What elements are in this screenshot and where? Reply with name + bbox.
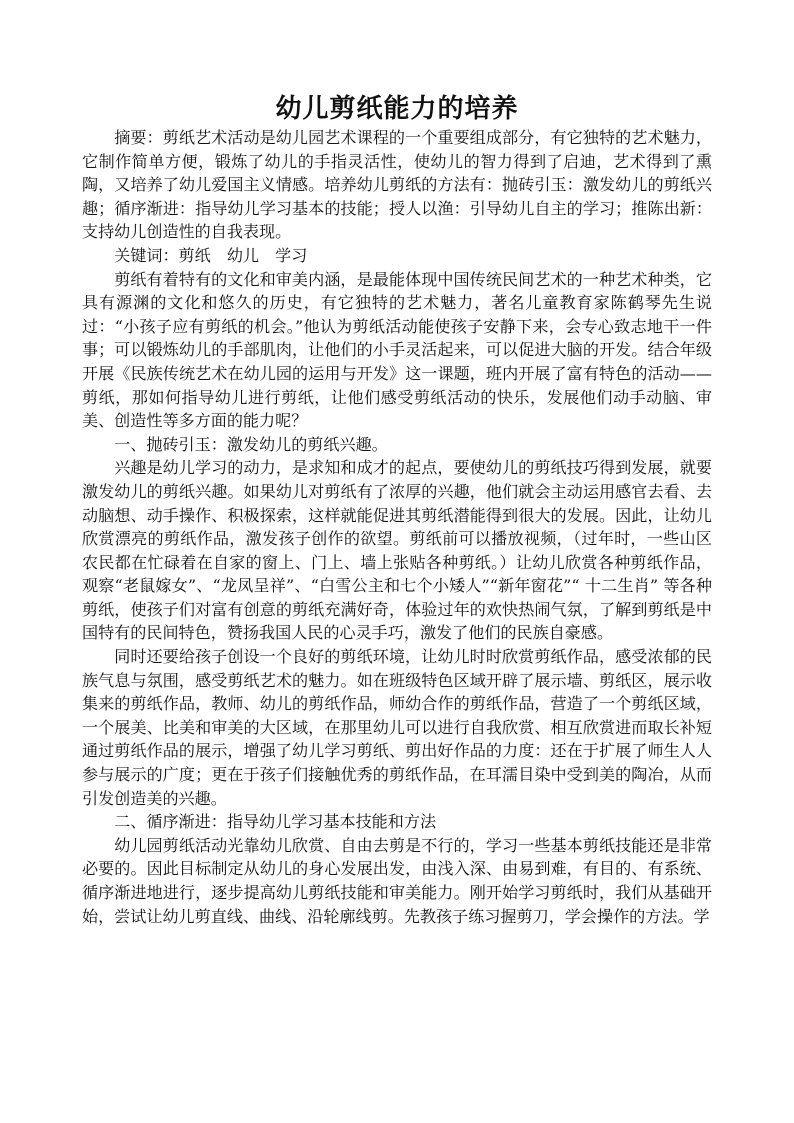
section-1-paragraph-2: 同时还要给孩子创设一个良好的剪纸环境，让幼儿时时欣赏剪纸作品，感受浓郁的民族气息与氛围，感受剪纸艺术的魅力。如在班级特色区域开辟了展示墙、剪纸区，展示收集来的剪纸作品，教师、幼儿的剪纸作品，师幼合作的剪纸作品，营造了一个剪纸区域，一个展美、比美和审美的大区域，在那里幼儿可以进行自我欣赏、相互欣赏进而取长补短通过剪纸作品的展示，增强了幼儿学习剪纸、剪出好作品的力度：还在于扩展了师生人人参与展示的广度；更在于孩子们接触优秀的剪纸作品，在耳濡目染中受到美的陶冶，从而引发创造美的兴趣。 — [82, 647, 712, 808]
section-1-paragraph-1: 兴趣是幼儿学习的动力，是求知和成才的起点，要使幼儿的剪纸技巧得到发展，就要激发幼儿的剪纸兴趣。如果幼儿对剪纸有了浓厚的兴趣，他们就会主动运用感官去看、去动脑想、动手操作、积极探索，这样就能促进其剪纸潜能得到很大的发展。因此，让幼儿欣赏漂亮的剪纸作品，激发孩子创作的欲望。剪纸前可以播放视频，（过年时，一些山区农民都在忙碌着在自家的窗上、门上、墙上张贴各种剪纸。）让幼儿欣赏各种剪纸作品，观察“老鼠嫁女”、“龙凤呈祥”、“白雪公主和七个小矮人”“新年窗花”“ 十二生肖” 等各种剪纸，使孩子们对富有创意的剪纸充满好奇，体验过年的欢快热闹气氛，了解到剪纸是中国特有的民间特色，赞扬我国人民的心灵手巧，激发了他们的民族自豪感。 — [82, 458, 712, 643]
keywords-line: 关键词：剪纸 幼儿 学习 — [114, 245, 308, 265]
document-page — [82, 94, 712, 928]
document-title: 幼儿剪纸能力的培养 — [275, 94, 519, 124]
section-heading-2: 二、循序渐进：指导幼儿学习基本技能和方法 — [114, 812, 437, 832]
section-2-paragraph-1: 幼儿园剪纸活动光靠幼儿欣赏、自由去剪是不行的，学习一些基本剪纸技能还是非常必要的。因此目标制定从幼儿的身心发展出发，由浅入深、由易到难，有目的、有系统、循序渐进地进行，逐步提高幼儿剪纸技能和审美能力。刚开始学习剪纸时，我们从基础开始，尝试让幼儿剪直线、曲线、沿轮廓线剪。先教孩子练习握剪刀，学会操作的方法。学 — [82, 835, 712, 926]
intro-paragraph: 剪纸有着特有的文化和审美内涵，是最能体现中国传统民间艺术的一种艺术种类，它具有源渊的文化和悠久的历史，有它独特的艺术魅力，著名儿童教育家陈鹤琴先生说过：“小孩子应有剪纸的机会。”他认为剪纸活动能使孩子安静下来，会专心致志地干一件事；可以锻炼幼儿的手部肌肉，让他们的小手灵活起来，可以促进大脑的开发。结合年级开展《民族传统艺术在幼儿园的运用与开发》这一课题，班内开展了富有特色的活动——剪纸，那如何指导幼儿进行剪纸，让他们感受剪纸活动的快乐，发展他们动手动脑、审美、创造性等多方面的能力呢？ — [82, 269, 712, 431]
section-heading-1: 一、抛砖引玉：激发幼儿的剪纸兴趣。 — [114, 434, 388, 454]
abstract-paragraph: 摘要：剪纸艺术活动是幼儿园艺术课程的一个重要组成部分，有它独特的艺术魅力，它制作简单方便，锻炼了幼儿的手指灵活性，使幼儿的智力得到了启迪，艺术得到了熏陶，又培养了幼儿爱国主义情感。培养幼儿剪纸的方法有：抛砖引玉：激发幼儿的剪纸兴趣；循序渐进：指导幼儿学习基本的技能；授人以渔：引导幼儿自主的学习；推陈出新：支持幼儿创造性的自我表现。 — [82, 128, 712, 242]
